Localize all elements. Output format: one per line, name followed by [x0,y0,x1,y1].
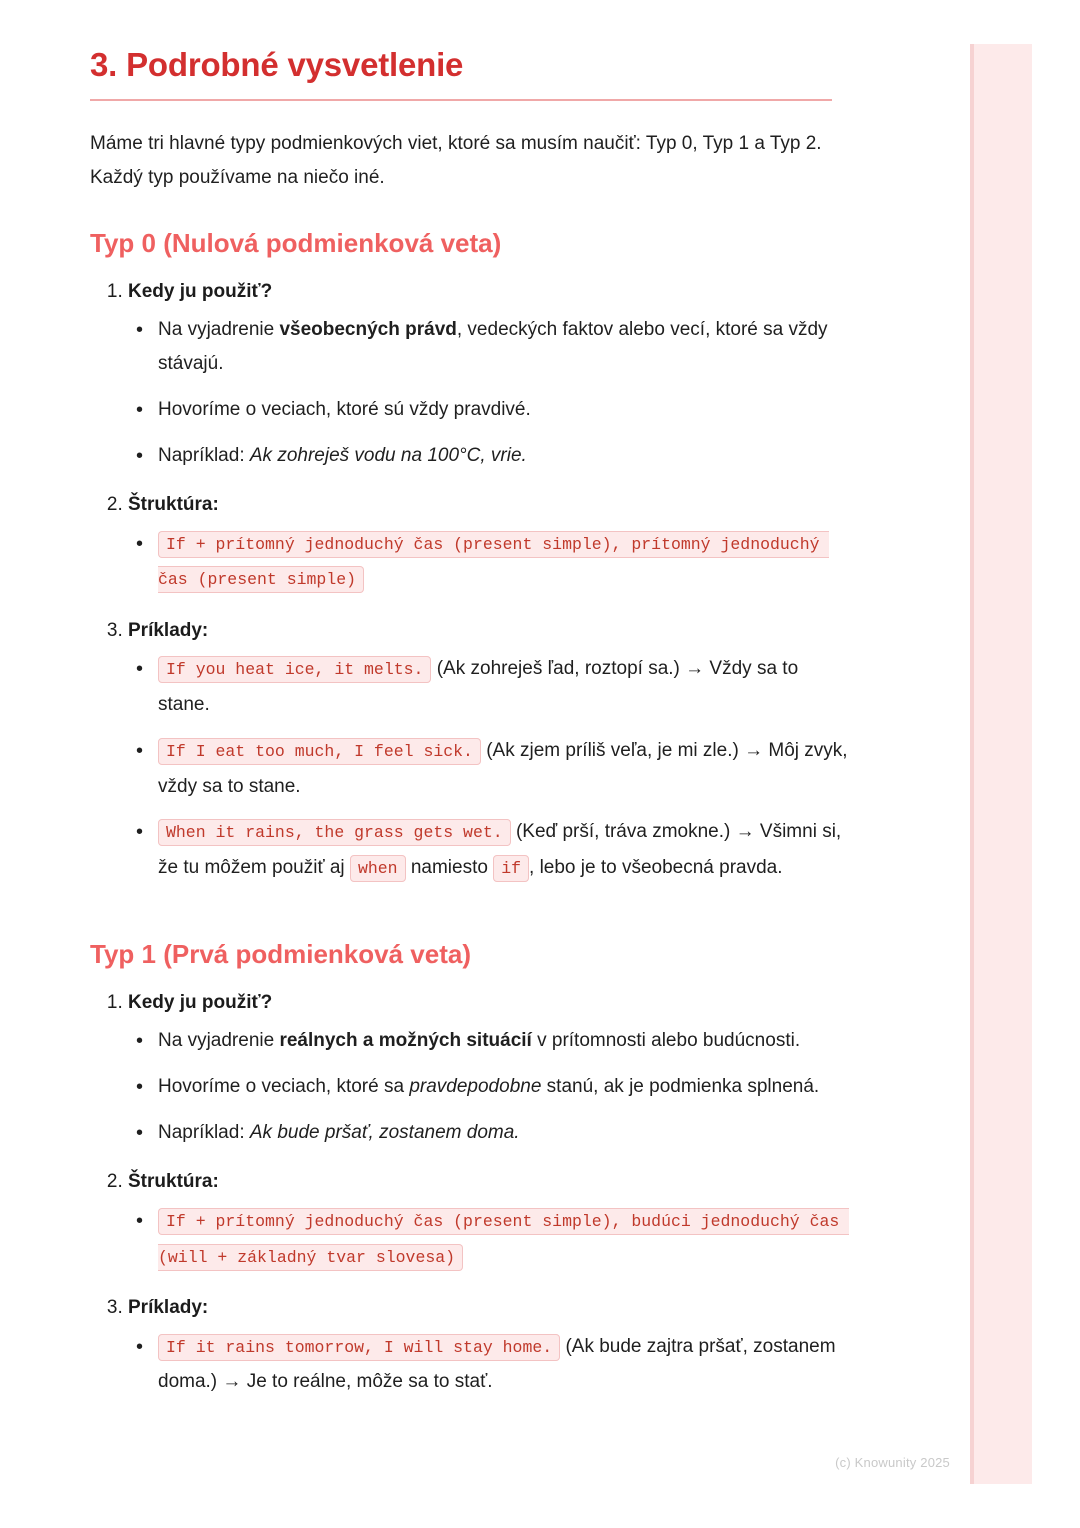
text-italic: Ak bude pršať, zostanem doma. [249,1121,520,1143]
code-inline-when: when [350,855,406,882]
text-italic: pravdepodobne [409,1075,542,1097]
code-example-type1-1: If it rains tomorrow, I will stay home. [158,1334,560,1361]
list-item [158,1330,850,1399]
text-fragment: (Ak zjem príliš veľa, je mi zle.) → Môj zvyk, vždy sa to stane. [158,739,848,797]
list-item [158,1116,850,1150]
list-item [128,490,850,598]
type1-examples-label: Príklady: [128,1297,209,1319]
list-item [158,393,850,427]
text-fragment: Napríklad: [158,1121,250,1143]
type0-usage-label: Kedy ju použiť? [128,280,273,302]
code-example-type0-3: When it rains, the grass gets wet. [158,819,511,846]
type0-list [90,277,850,887]
list-item [158,1070,850,1104]
type1-structure-label: Štruktúra: [128,1171,219,1193]
text-fragment: Na vyjadrenie [158,319,280,341]
text-bold: všeobecných právd [279,319,457,341]
type0-structure-label: Štruktúra: [128,494,219,516]
text-fragment: (Ak zohreješ ľad, roztopí sa.) → Vždy sa to stane. [158,658,799,716]
type1-structure-list [128,1204,850,1275]
text-fragment: Hovoríme o veciach, ktoré sú vždy pravdivé. [158,398,531,420]
list-item [158,1024,850,1058]
text-fragment: stanú, ak je podmienka splnená. [541,1075,820,1097]
code-example-type0-2: If I eat too much, I feel sick. [158,738,481,765]
type1-usage-label: Kedy ju použiť? [128,991,273,1013]
code-structure-type1: If + prítomný jednoduchý čas (present simple), budúci jednoduchý čas (will + základný tvar slovesa) [158,1208,849,1271]
list-item [158,527,850,598]
type0-structure-list [128,527,850,598]
intro-paragraph: Máme tri hlavné typy podmienkových viet, ktoré sa musím naučiť: Typ 0, Typ 1 a Typ 2. Každý typ používame na niečo iné. [90,133,822,188]
type1-list [90,988,850,1399]
text-fragment: Hovoríme o veciach, ktoré sa [158,1075,410,1097]
page-side-band [974,44,1032,1484]
list-item [158,439,850,473]
code-structure-type0: If + prítomný jednoduchý čas (present simple), prítomný jednoduchý čas (present simple) [158,531,829,594]
code-inline-if: if [493,855,529,882]
page-title: 3. Podrobné vysvetlenie [90,46,464,83]
code-example-type0-1: If you heat ice, it melts. [158,656,431,683]
list-item [158,734,850,803]
text-fragment: namiesto [405,857,494,878]
list-item [158,313,850,381]
type0-examples-label: Príklady: [128,620,209,642]
text-bold: reálnych a možných situácií [279,1030,532,1052]
section-heading-type1: Typ 1 (Prvá podmienková veta) [90,938,471,969]
list-item [128,1167,850,1275]
list-item [158,1204,850,1275]
type0-usage-list [128,313,850,472]
text-fragment: (Keď prší, tráva zmokne.) → Všimni si, že tu môžem použiť aj [158,821,842,878]
text-italic: Ak zohreješ vodu na 100°C, vrie. [249,444,527,466]
type0-examples-list [128,652,850,886]
section-heading-type0: Typ 0 (Nulová podmienková veta) [90,227,502,258]
list-item [128,616,850,887]
document-content [90,44,850,1417]
text-fragment: Napríklad: [158,444,250,466]
text-fragment: Na vyjadrenie [158,1030,280,1052]
type1-usage-list [128,1024,850,1149]
text-fragment: , vedeckých faktov alebo vecí, ktoré sa vždy stávajú. [158,319,828,374]
text-fragment: (Ak bude zajtra pršať, zostanem doma.) → Je to reálne, môže sa to stať. [158,1335,836,1393]
title-divider [90,99,832,101]
list-item [158,815,850,886]
list-item [128,277,850,473]
list-item [128,988,850,1150]
list-item [128,1293,850,1399]
text-fragment: v prítomnosti alebo budúcnosti. [531,1030,801,1052]
watermark: (c) Knowunity 2025 [835,1455,950,1470]
type1-examples-list [128,1330,850,1399]
text-fragment: , lebo je to všeobecná pravda. [529,857,783,878]
list-item [158,652,850,721]
page-side-band-edge [970,44,974,1484]
